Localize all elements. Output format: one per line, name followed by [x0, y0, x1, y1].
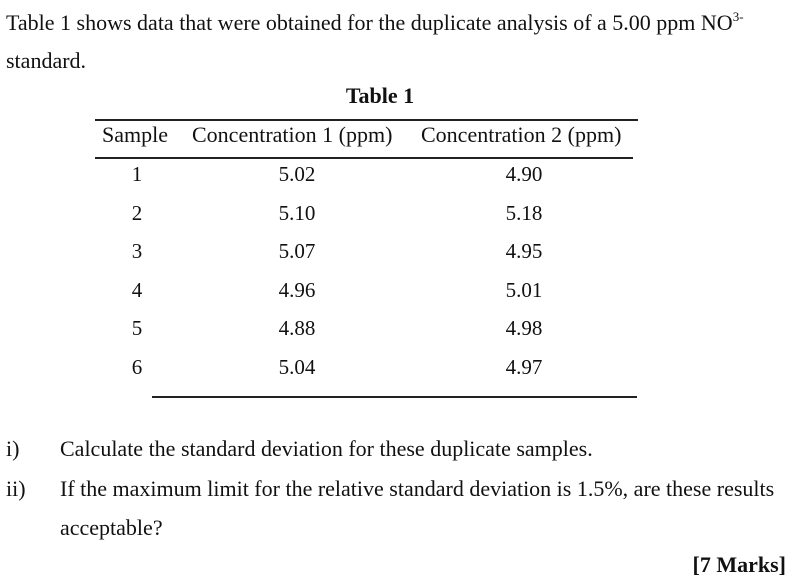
- table-bottom-rule: [152, 396, 637, 398]
- table-top-rule: [95, 119, 625, 121]
- table-header-rule: [95, 157, 633, 159]
- question-text-1: Calculate the standard deviation for these duplicate samples.: [60, 436, 593, 461]
- table-cell-sample: 3: [131, 239, 143, 264]
- table-cell-sample: 1: [131, 162, 143, 186]
- table-cell-concentration-1: 4.96: [278, 277, 316, 302]
- marks-label: [7 Marks]: [692, 552, 786, 577]
- question-text-2: If the maximum limit for the relative standard deviation is 1.5%, are these results: [60, 476, 775, 501]
- intro-text-cont: standard.: [6, 48, 87, 73]
- question-number-1: i): [6, 436, 20, 461]
- table-cell-concentration-2: 5.01: [505, 277, 543, 302]
- table-cell-concentration-2: 4.98: [505, 316, 543, 341]
- question-text-2-cont: acceptable?: [60, 515, 163, 540]
- table-cell-concentration-2: 5.18: [505, 200, 543, 225]
- table-cell-concentration-2: 4.95: [505, 239, 543, 264]
- intro-text: Table 1 shows data that were obtained for the duplicate analysis of a 5.00 ppm NO: [6, 10, 733, 35]
- header-sample: Sample: [102, 122, 168, 147]
- table-top-rule-right: [612, 119, 638, 121]
- table-title: Table 1: [345, 83, 415, 108]
- table-cell-concentration-1: 5.02: [278, 162, 316, 186]
- table-cell-concentration-1: 5.04: [278, 355, 316, 379]
- table-cell-concentration-1: 5.10: [278, 200, 316, 225]
- table-cell-concentration-1: 4.88: [278, 316, 316, 341]
- intro-paragraph: [6, 4, 792, 80]
- header-concentration-2: Concentration 2 (ppm): [421, 122, 622, 147]
- table-cell-sample: 5: [131, 316, 143, 341]
- question-number-2: ii): [6, 476, 26, 501]
- table-cell-sample: 4: [131, 277, 143, 302]
- table-cell-concentration-2: 4.97: [505, 355, 543, 379]
- charge-superscript: 3-: [732, 9, 744, 24]
- table-cell-sample: 2: [131, 200, 143, 225]
- table-cell-concentration-1: 5.07: [278, 239, 316, 264]
- header-concentration-1: Concentration 1 (ppm): [192, 122, 393, 147]
- table-cell-sample: 6: [131, 355, 143, 379]
- table-cell-concentration-2: 4.90: [505, 162, 543, 186]
